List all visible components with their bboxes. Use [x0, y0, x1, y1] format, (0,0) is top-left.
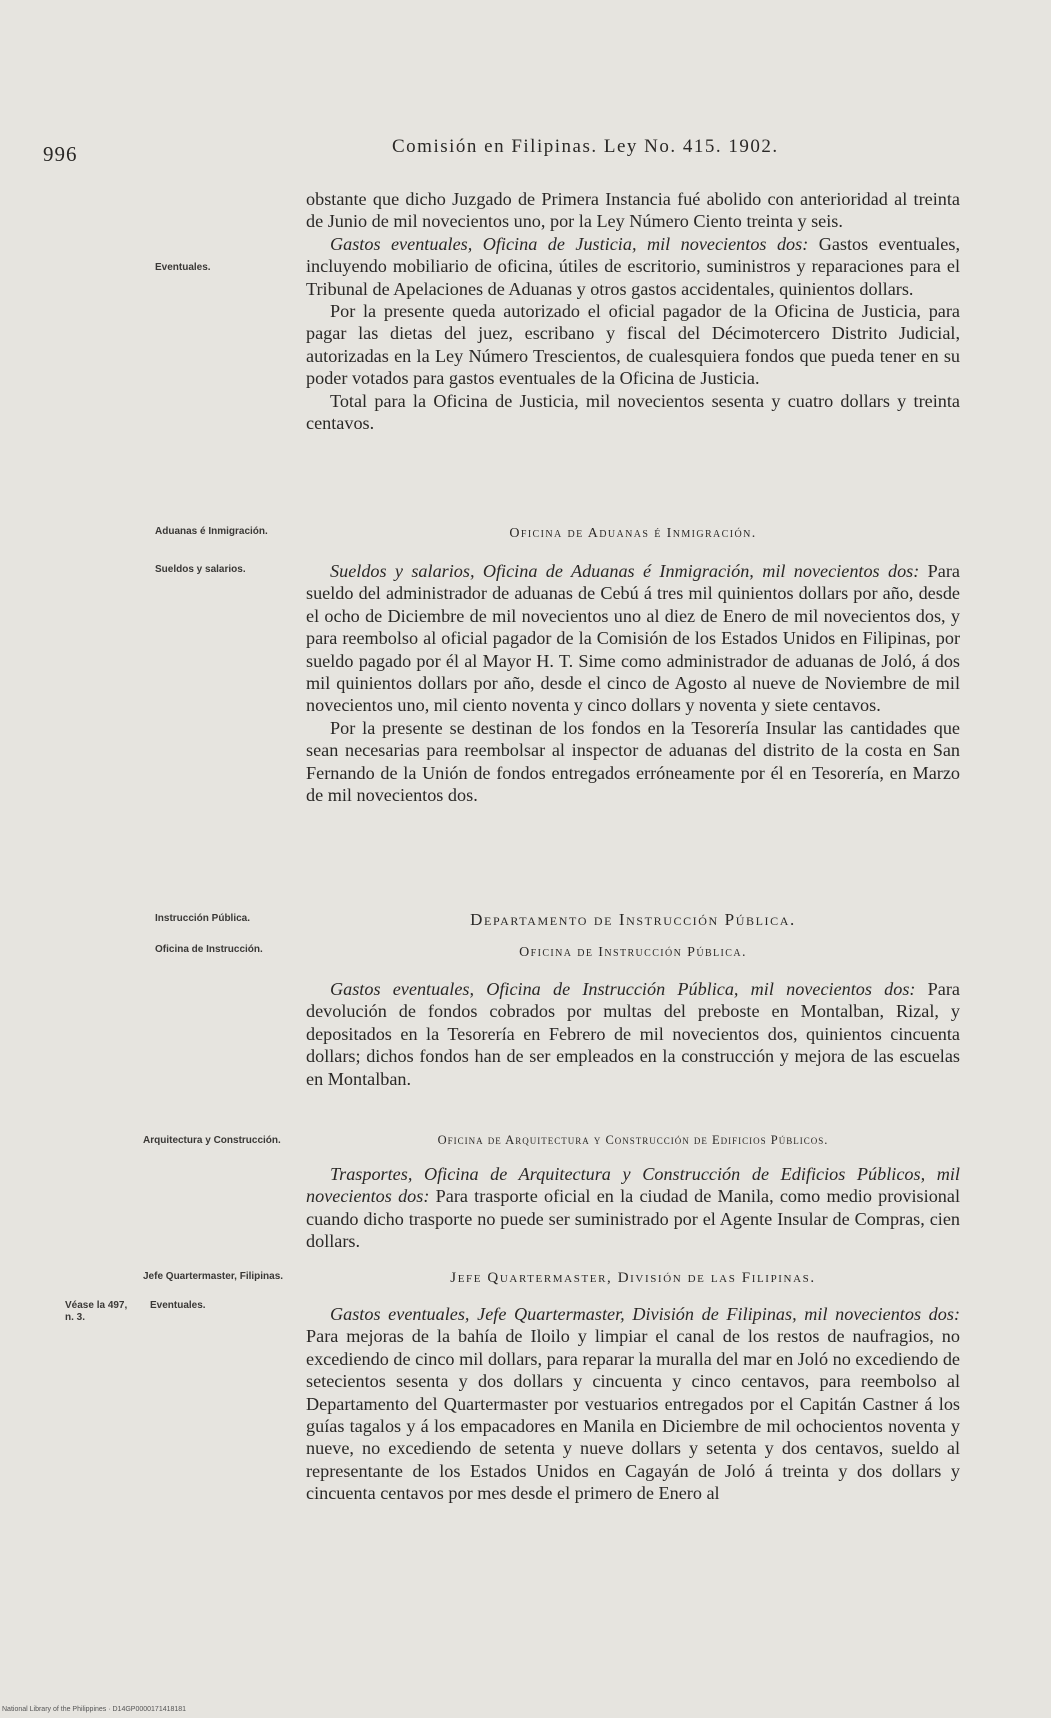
- paragraph: [306, 1163, 960, 1253]
- paragraph: [306, 560, 960, 717]
- text-block-justicia: [306, 188, 960, 434]
- paragraph: [306, 1303, 960, 1505]
- margin-note-oficina-instruccion: Oficina de Instrucción.: [155, 944, 263, 955]
- heading-arquitectura: Oficina de Arquitectura y Construcción de Edificios Públicos.: [437, 1133, 829, 1147]
- paragraph-lead: Gastos eventuales, Oficina de Justicia, mil novecientos dos:: [330, 233, 809, 254]
- heading-departamento: Departamento de Instrucción Pública.: [470, 910, 796, 929]
- text-block-instruccion: [306, 978, 960, 1090]
- paragraph-body: Para devolución de fondos cobrados por multas del preboste en Montalban, Rizal, y depositados en la Tesorería en Febrero de mil novecientos dos, quinientos cincuenta dollars; dichos fondos han de ser empleados en la construcción y mejora de las escuelas en Montalban.: [306, 979, 960, 1089]
- paragraph-body: Para trasporte oficial en la ciudad de Manila, como medio provisional cuando dicho trasporte no puede ser suministrado por el Agente Insular de Compras, cien dollars.: [306, 1186, 961, 1252]
- text-block-arquitectura: [306, 1163, 960, 1253]
- text-block-quartermaster: [306, 1303, 960, 1505]
- paragraph-body: Gastos eventuales, incluyendo mobiliario de oficina, útiles de escritorio, suministros y reparaciones para el Tribunal de Apelaciones de Aduanas y otros gastos accidentales, quinientos dollars.: [306, 233, 960, 299]
- paragraph: [306, 233, 960, 300]
- margin-note-eventuales-2: Eventuales.: [150, 1300, 206, 1311]
- heading-jefe-quartermaster: Jefe Quartermaster, División de las Filipinas.: [450, 1270, 816, 1286]
- margin-note-arquitectura: Arquitectura y Construcción.: [143, 1135, 281, 1146]
- footer-watermark: National Library of the Philippines · D14GP0000171418181: [2, 1706, 187, 1713]
- heading-aduanas: Oficina de Aduanas é Inmigración.: [509, 526, 757, 541]
- heading-oficina-instruccion: Oficina de Instrucción Pública.: [519, 945, 747, 960]
- paragraph-body: Para sueldo del administrador de aduanas de Cebú á tres mil quinientos dollars por año, desde el ocho de Diciembre de mil novecientos uno al diez de Enero de mil novecientos dos, y para reembolso al oficial pagador de la Comisión de los Estados Unidos en Filipinas, por sueldo pagado por él al Mayor H. T. Sime como administrador de aduanas de Joló, á dos mil quinientos dollars por año, desde el cinco de Agosto al nueve de Noviembre de mil novecientos uno, mil ciento noventa y cinco dollars y noventa y siete centavos.: [306, 561, 960, 716]
- paragraph: [306, 978, 960, 1090]
- paragraph: obstante que dicho Juzgado de Primera Instancia fué abolido con anterioridad al treinta de Junio de mil novecientos uno, por la Ley Número Ciento treinta y seis.: [306, 189, 960, 232]
- paragraph-lead: Trasportes, Oficina de Arquitectura y Construcción de Edificios Públicos, mil novecientos dos:: [306, 1164, 960, 1207]
- paragraph: Por la presente se destinan de los fondos en la Tesorería Insular las cantidades que sean necesarias para reembolsar al inspector de aduanas del distrito de la costa en San Fernando de la Unión de fondos entregados erróneamente por él en Tesorería, en Marzo de mil novecientos dos.: [306, 717, 960, 806]
- paragraph-lead: Gastos eventuales, Oficina de Instrucción Pública, mil novecientos dos:: [330, 979, 916, 999]
- paragraph: Por la presente queda autorizado el oficial pagador de la Oficina de Justicia, para pagar las dietas del juez, escribano y fiscal del Décimotercero Distrito Judicial, autorizadas en la Ley Número Trescientos, de cualesquiera fondos que pueda tener en su poder votados para gastos eventuales de la Oficina de Justicia.: [306, 301, 960, 389]
- paragraph-lead: Gastos eventuales, Jefe Quartermaster, División de Filipinas, mil novecientos dos:: [330, 1304, 960, 1324]
- margin-note-vease: Véase la 497, n. 3.: [65, 1300, 128, 1323]
- text-block-aduanas: [306, 560, 960, 806]
- paragraph: Total para la Oficina de Justicia, mil novecientos sesenta y cuatro dollars y treinta centavos.: [306, 390, 960, 434]
- margin-note-jefe: Jefe Quartermaster, Filipinas.: [143, 1271, 284, 1282]
- margin-note-sueldos: Sueldos y salarios.: [155, 564, 246, 575]
- margin-note-aduanas: Aduanas é Inmigración.: [155, 526, 268, 537]
- page-number: 996: [43, 142, 78, 166]
- margin-note-instruccion: Instrucción Pública.: [155, 913, 251, 924]
- running-head: Comisión en Filipinas. Ley No. 415. 1902.: [392, 136, 779, 157]
- margin-note-eventuales: Eventuales.: [155, 262, 211, 273]
- paragraph-body: Para mejoras de la bahía de Iloilo y limpiar el canal de los restos de naufragios, no excediendo de cinco mil dollars, para reparar la muralla del mar en Joló no excediendo de setecientos sesenta y dos dollars y cincuenta y cinco centavos, para reembolso al Departamento del Quartermaster por vestuarios entregados por el Capitán Castner á los guías tagalos y á los empacadores en Manila en Diciembre de mil ochocientos noventa y nueve, no excediendo de setenta y nueve dollars y setenta y dos centavos, sueldo al representante de los Estados Unidos en Cagayán de Joló á treinta y dos dollars y cincuenta centavos por mes desde el primero de Enero al: [306, 1326, 960, 1504]
- paragraph-lead: Sueldos y salarios, Oficina de Aduanas é Inmigración, mil novecientos dos:: [330, 561, 920, 581]
